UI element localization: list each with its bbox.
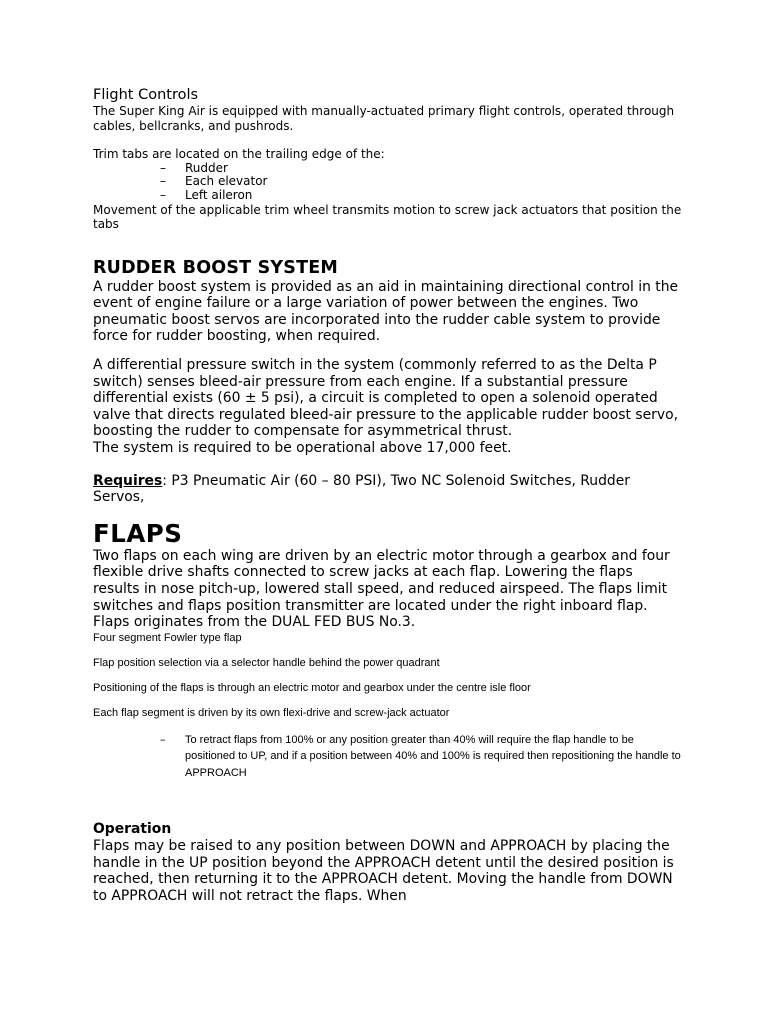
flaps-note: Positioning of the flaps is through an electric motor and gearbox under the centre isle floor <box>93 681 531 694</box>
operation-heading: Operation <box>93 820 172 837</box>
spacer <box>93 670 683 681</box>
flaps-para1: Two flaps on each wing are driven by an electric motor through a gearbox and four flexible drive shafts connected to screw jacks at each flap. Lowering the flaps results in nose pitch-up, lowered stall speed, and reduced airspeed. The flaps limit switches and flaps position transmitter are located under the right inboard flap. Flaps originates from the DUAL FED BUS No.3. <box>93 547 670 631</box>
requires-line <box>93 473 683 506</box>
requires-label: Requires <box>93 472 163 489</box>
flaps-note: Flap position selection via a selector handle behind the power quadrant <box>93 656 440 669</box>
spacer <box>93 133 683 147</box>
spacer <box>93 345 683 357</box>
spacer <box>93 720 683 732</box>
trim-movement-text: Movement of the applicable trim wheel transmits motion to screw jack actuators that position the tabs <box>93 202 682 232</box>
flaps-note: Each flap segment is driven by its own flexi-drive and screw-jack actuator <box>93 706 450 719</box>
list-item: – Left aileron <box>160 189 683 203</box>
spacer <box>93 781 683 821</box>
spacer <box>93 645 683 656</box>
flaps-heading: FLAPS <box>93 518 183 548</box>
flight-controls-heading: Flight Controls <box>93 87 199 103</box>
operation-para: Flaps may be raised to any position between DOWN and APPROACH by placing the handle in the UP position beyond the APPROACH detent until the desired position is reached, then returning it to the APPROACH detent. Moving the handle from DOWN to APPROACH will not retract the flaps. When <box>93 837 674 904</box>
spacer <box>93 457 683 473</box>
spacer <box>93 232 683 258</box>
rudder-boost-heading: RUDDER BOOST SYSTEM <box>93 257 338 278</box>
requires-text: : P3 Pneumatic Air (60 – 80 PSI), Two NC Solenoid Switches, Rudder Servos, <box>93 472 630 506</box>
spacer <box>93 506 683 520</box>
document-page <box>93 86 683 904</box>
rudder-boost-para1: A rudder boost system is provided as an aid in maintaining directional control in the event of engine failure or a large variation of power between the engines. Two pneumatic boost servos are incorporated into the rudder cable system to provide force for rudder boosting, when required. <box>93 278 679 345</box>
flight-controls-intro: The Super King Air is equipped with manually-actuated primary flight controls, operated through cables, bellcranks, and pushrods. <box>93 104 675 133</box>
list-item: – To retract flaps from 100% or any position greater than 40% will require the flap handle to be positioned to UP, and if a position between 40% and 100% is required then repositioning the handle to APPROACH <box>160 732 683 781</box>
list-item: – Each elevator <box>160 175 683 189</box>
trim-tabs-intro: Trim tabs are located on the trailing edge of the: <box>93 147 385 161</box>
spacer <box>93 695 683 706</box>
flaps-note: Four segment Fowler type flap <box>93 631 242 644</box>
flaps-bullet-list <box>93 732 683 781</box>
trim-tab-list <box>93 162 683 203</box>
rudder-boost-para3: The system is required to be operational above 17,000 feet. <box>93 439 512 456</box>
list-item: – Rudder <box>160 162 683 176</box>
rudder-boost-para2: A differential pressure switch in the system (commonly referred to as the Delta P switch) senses bleed-air pressure from each engine. If a substantial pressure differential exists (60 ± 5 psi), a circuit is completed to open a solenoid operated valve that directs regulated bleed-air pressure to the applicable rudder boost servo, boosting the rudder to compensate for asymmetrical thrust. <box>93 356 679 440</box>
